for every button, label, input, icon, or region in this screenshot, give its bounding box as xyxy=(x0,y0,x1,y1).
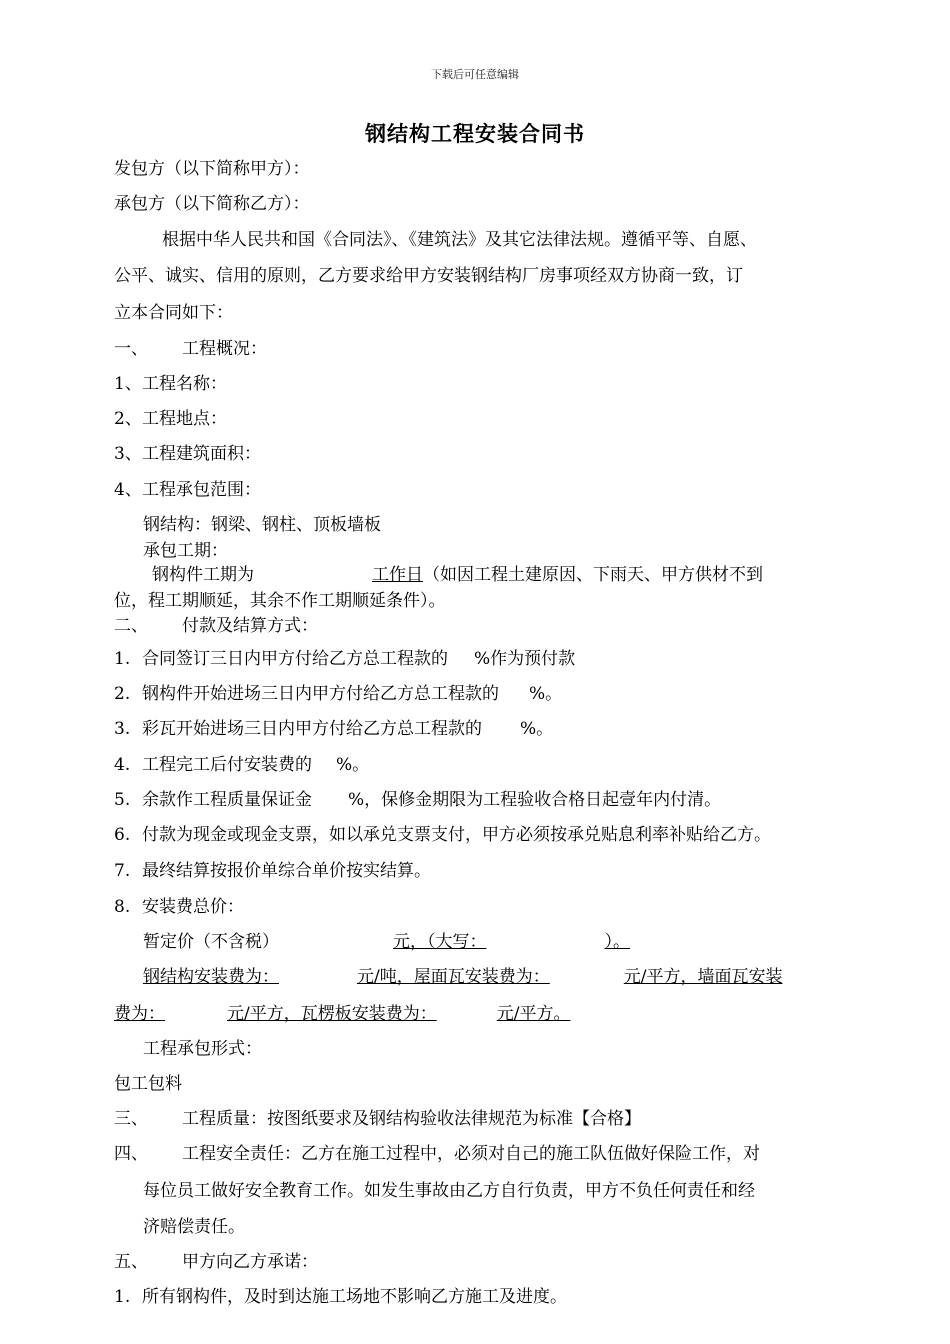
item-tail: %。 xyxy=(336,755,370,775)
period-note: （如因工程土建原因、下雨天、甲方供材不到 xyxy=(423,565,763,585)
party-b-line: 承包方（以下简称乙方）： xyxy=(114,194,310,214)
item-number: 1. xyxy=(114,1287,131,1307)
period-prefix: 钢构件工期为 xyxy=(152,565,254,585)
item-number: 3. xyxy=(114,719,131,739)
period-line xyxy=(152,564,763,586)
list-item xyxy=(114,648,575,670)
item-tail: %。 xyxy=(520,719,554,739)
list-item xyxy=(114,1286,567,1308)
item-text: 工程名称： xyxy=(142,374,227,394)
preamble-line: 公平、诚实、信用的原则，乙方要求给甲方安装钢结构厂房事项经双方协商一致，订 xyxy=(114,266,743,286)
item-number: 1、 xyxy=(114,374,142,394)
item-text: 所有钢构件，及时到达施工场地不影响乙方施工及进度。 xyxy=(142,1287,567,1307)
section-text-line: 每位员工做好安全教育工作。如发生事故由乙方自行负责，甲方不负任何责任和经 xyxy=(143,1181,755,1201)
list-item xyxy=(114,408,227,430)
item-number: 4. xyxy=(114,755,131,775)
section-number: 五、 xyxy=(114,1252,148,1272)
item-text: 付款为现金或现金支票，如以承兑支票支付，甲方必须按承兑贴息利率补贴给乙方。 xyxy=(142,825,771,845)
section-3-heading xyxy=(114,1108,641,1130)
section-4-heading xyxy=(114,1143,760,1165)
item-text: 工程承包范围： xyxy=(142,480,261,500)
price-yuan: 元，（大写： xyxy=(393,932,487,952)
section-5-heading xyxy=(114,1251,318,1273)
fee-unit: 元/平方，瓦楞板安装费为： xyxy=(227,1004,437,1024)
item-number: 3、 xyxy=(114,444,142,464)
section-title: 工程概况： xyxy=(182,339,267,359)
party-a-line: 发包方（以下简称甲方）： xyxy=(114,159,310,179)
fee-unit: 元/平方，墙面瓦安装 xyxy=(623,967,783,987)
list-item xyxy=(114,443,261,465)
fee-line xyxy=(143,966,782,988)
list-item xyxy=(114,896,244,918)
section-number: 三、 xyxy=(114,1109,148,1129)
list-item xyxy=(114,373,227,395)
item-text: 安装费总价： xyxy=(142,897,244,917)
section-title: 甲方向乙方承诺： xyxy=(182,1252,318,1272)
fee-unit: 元/平方。 xyxy=(496,1004,571,1024)
item-text: 工程完工后付安装费的 xyxy=(142,755,312,775)
item-number: 6. xyxy=(114,825,131,845)
item-text: 合同签订三日内甲方付给乙方总工程款的 xyxy=(142,649,448,669)
section-text: 工程质量：按图纸要求及钢结构验收法律规范为标准【合格】 xyxy=(182,1109,641,1129)
fee-unit: 元/吨，屋面瓦安装费为： xyxy=(357,967,550,987)
list-item xyxy=(114,718,553,740)
section-number: 四、 xyxy=(114,1144,148,1164)
item-number: 7. xyxy=(114,861,131,881)
item-text: 余款作工程质量保证金 xyxy=(142,790,312,810)
list-item xyxy=(114,754,369,776)
item-tail: %。 xyxy=(529,684,563,704)
fee-line xyxy=(114,1003,570,1025)
period-unit: 工作日 xyxy=(372,565,423,585)
period-label: 承包工期： xyxy=(143,541,228,561)
item-text: 彩瓦开始进场三日内甲方付给乙方总工程款的 xyxy=(142,719,482,739)
item-text: 工程地点： xyxy=(142,409,227,429)
document-title: 钢结构工程安装合同书 xyxy=(365,121,585,146)
item-number: 4、 xyxy=(114,480,142,500)
item-tail: %作为预付款 xyxy=(474,649,576,669)
preamble-line: 立本合同如下： xyxy=(114,303,233,323)
section-2-heading xyxy=(114,615,318,637)
list-item xyxy=(114,683,562,705)
list-item xyxy=(114,824,771,846)
list-item xyxy=(114,479,261,501)
price-label: 暂定价（不含税） xyxy=(143,932,279,952)
item-number: 8. xyxy=(114,897,131,917)
item-number: 2. xyxy=(114,684,131,704)
fee-label: 费为： xyxy=(114,1004,165,1024)
section-1-heading xyxy=(114,338,267,360)
price-close: ）。 xyxy=(604,932,630,952)
item-number: 1. xyxy=(114,649,131,669)
item-number: 2、 xyxy=(114,409,142,429)
section-text-line: 济赔偿责任。 xyxy=(143,1217,245,1237)
list-item xyxy=(114,860,431,882)
section-number: 二、 xyxy=(114,616,148,636)
item-text: 最终结算按报价单综合单价按实结算。 xyxy=(142,861,431,881)
item-tail: %，保修金期限为工程验收合格日起壹年内付清。 xyxy=(348,790,722,810)
section-title: 付款及结算方式： xyxy=(182,616,318,636)
item-number: 5. xyxy=(114,790,131,810)
preamble-line: 根据中华人民共和国《合同法》、《建筑法》及其它法律法规。遵循平等、自愿、 xyxy=(162,230,757,250)
price-line xyxy=(143,931,630,953)
fee-label: 钢结构安装费为： xyxy=(143,967,279,987)
list-item xyxy=(114,789,721,811)
section-number: 一、 xyxy=(114,339,148,359)
item-text: 钢构件开始进场三日内甲方付给乙方总工程款的 xyxy=(142,684,499,704)
form-value: 包工包料 xyxy=(114,1074,182,1094)
scope-line: 钢结构：钢梁、钢柱、顶板墙板 xyxy=(143,515,381,535)
form-label: 工程承包形式： xyxy=(143,1039,262,1059)
section-text: 工程安全责任：乙方在施工过程中，必须对自己的施工队伍做好保险工作，对 xyxy=(182,1144,760,1164)
period-note-line: 位，程工期顺延，其余不作工期顺延条件）。 xyxy=(114,591,446,611)
header-note: 下载后可任意编辑 xyxy=(431,68,519,81)
item-text: 工程建筑面积： xyxy=(142,444,261,464)
